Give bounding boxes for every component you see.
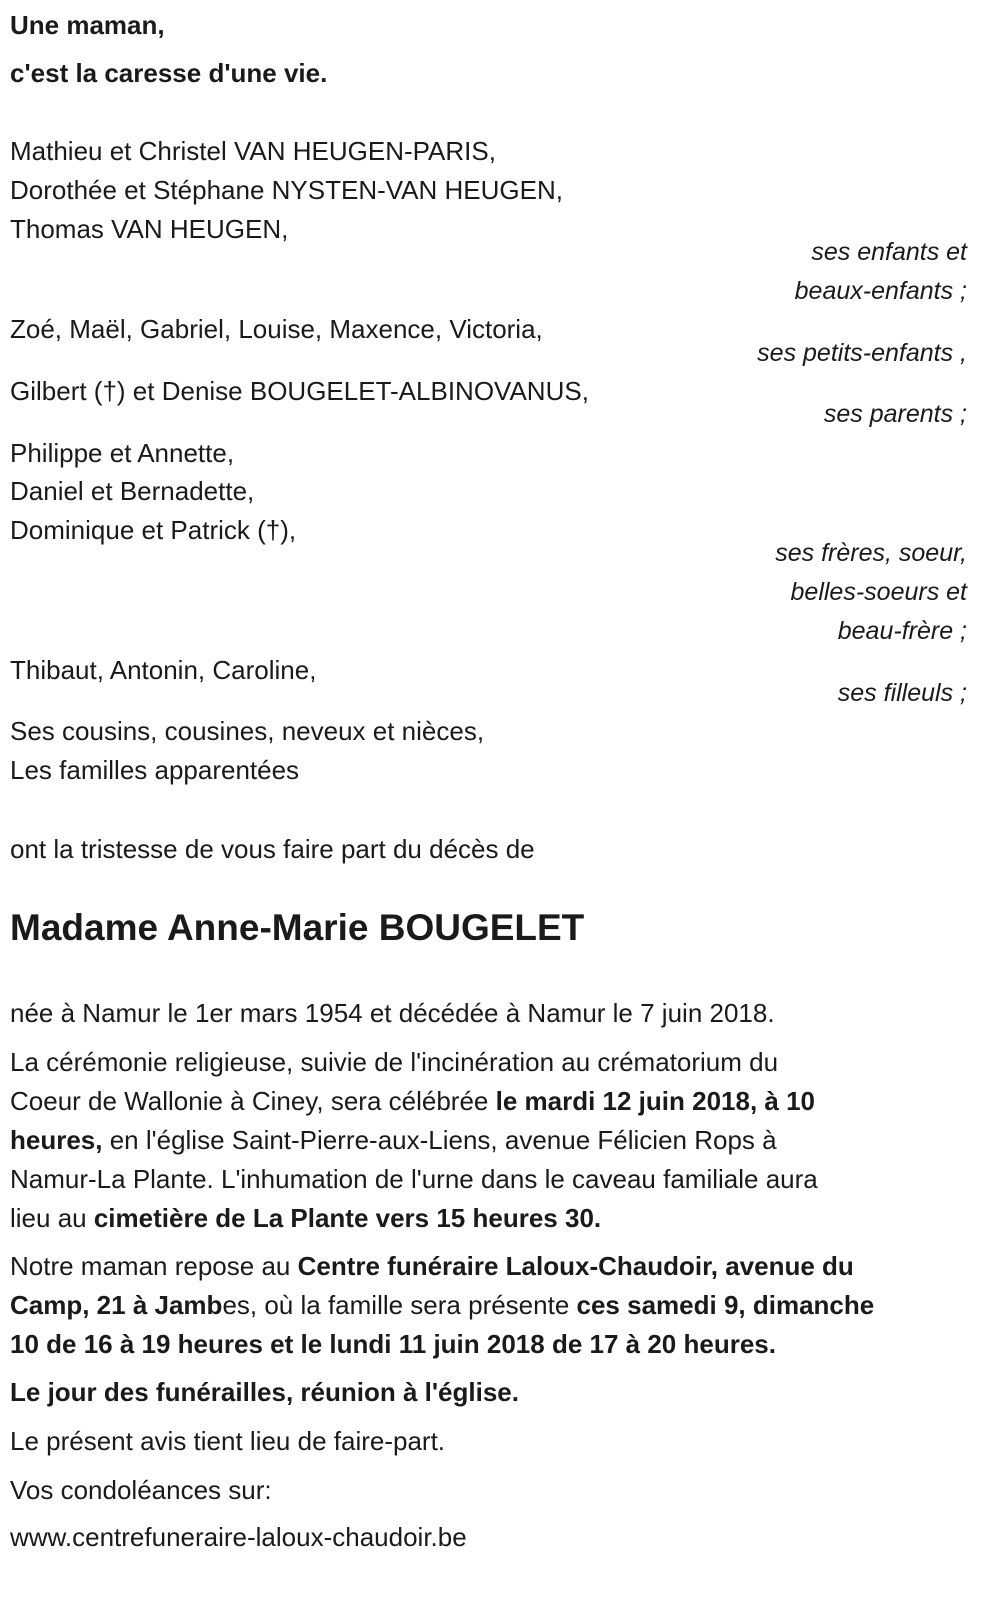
family-children-1: Mathieu et Christel VAN HEUGEN-PARIS, bbox=[10, 136, 496, 166]
visitation-line bbox=[10, 1289, 874, 1321]
siblings-role-2: belles-soeurs et bbox=[790, 578, 967, 606]
notice: Le présent avis tient lieu de faire-part. bbox=[10, 1426, 446, 1456]
family-siblings-3: Dominique et Patrick (†), bbox=[10, 515, 297, 545]
bold-text: 10 de 16 à 19 heures et le lundi 11 juin 2018 de 17 à 20 heures. bbox=[10, 1329, 776, 1359]
birth-death: née à Namur le 1er mars 1954 et décédée à Namur le 7 juin 2018. bbox=[10, 998, 775, 1028]
grandchildren-role: ses petits-enfants , bbox=[757, 339, 967, 367]
family-children-2: Dorothée et Stéphane NYSTEN-VAN HEUGEN, bbox=[10, 175, 563, 205]
ceremony-line bbox=[10, 1202, 601, 1234]
text: en l'église Saint-Pierre-aux-Liens, avenue Félicien Rops à bbox=[102, 1125, 777, 1155]
announcement: ont la tristesse de vous faire part du décès de bbox=[10, 834, 535, 864]
children-role-2: beaux-enfants ; bbox=[794, 277, 967, 305]
ceremony-line bbox=[10, 1046, 778, 1078]
family-godchildren: Thibaut, Antonin, Caroline, bbox=[10, 655, 317, 685]
text: Notre maman repose au bbox=[10, 1251, 298, 1281]
text: Coeur de Wallonie à Ciney, sera célébrée bbox=[10, 1086, 496, 1116]
condolences-label: Vos condoléances sur: bbox=[10, 1475, 272, 1505]
header-line-1: Une maman, bbox=[10, 10, 165, 40]
family-others-1: Ses cousins, cousines, neveux et nièces, bbox=[10, 716, 485, 746]
family-children-3: Thomas VAN HEUGEN, bbox=[10, 214, 289, 244]
visitation-line bbox=[10, 1250, 854, 1282]
ceremony-line bbox=[10, 1085, 815, 1117]
family-others-2: Les familles apparentées bbox=[10, 755, 300, 785]
children-role-1: ses enfants et bbox=[811, 238, 967, 266]
text: Namur-La Plante. L'inhumation de l'urne dans le caveau familiale aura bbox=[10, 1164, 818, 1194]
deceased-name: Madame Anne-Marie BOUGELET bbox=[10, 907, 585, 948]
bold-text: heures, bbox=[10, 1125, 103, 1155]
siblings-role-1: ses frères, soeur, bbox=[775, 539, 967, 567]
parents-role: ses parents ; bbox=[823, 400, 967, 428]
text: La cérémonie religieuse, suivie de l'incinération au crématorium du bbox=[10, 1047, 779, 1077]
ceremony-line bbox=[10, 1163, 818, 1195]
godchildren-role: ses filleuls ; bbox=[837, 679, 967, 707]
bold-text: cimetière de La Plante vers 15 heures 30. bbox=[93, 1203, 602, 1233]
family-siblings-2: Daniel et Bernadette, bbox=[10, 476, 255, 506]
ceremony-line bbox=[10, 1124, 777, 1156]
website-link[interactable]: www.centrefuneraire-laloux-chaudoir.be bbox=[10, 1522, 467, 1552]
bold-text: Camp, 21 à Jamb bbox=[10, 1290, 223, 1320]
family-siblings-1: Philippe et Annette, bbox=[10, 438, 235, 468]
bold-text: le mardi 12 juin 2018, à 10 bbox=[495, 1086, 815, 1116]
funeral-meeting: Le jour des funérailles, réunion à l'église. bbox=[10, 1377, 519, 1407]
visitation-line bbox=[10, 1328, 776, 1360]
bold-text: Centre funéraire Laloux-Chaudoir, avenue du bbox=[297, 1251, 854, 1281]
family-grandchildren: Zoé, Maël, Gabriel, Louise, Maxence, Victoria, bbox=[10, 314, 543, 344]
siblings-role-3: beau-frère ; bbox=[837, 617, 967, 645]
text: es, où la famille sera présente bbox=[222, 1290, 577, 1320]
family-parents: Gilbert (†) et Denise BOUGELET-ALBINOVANUS, bbox=[10, 376, 589, 406]
header-line-2: c'est la caresse d'une vie. bbox=[10, 58, 328, 88]
bold-text: ces samedi 9, dimanche bbox=[576, 1290, 875, 1320]
text: lieu au bbox=[10, 1203, 94, 1233]
